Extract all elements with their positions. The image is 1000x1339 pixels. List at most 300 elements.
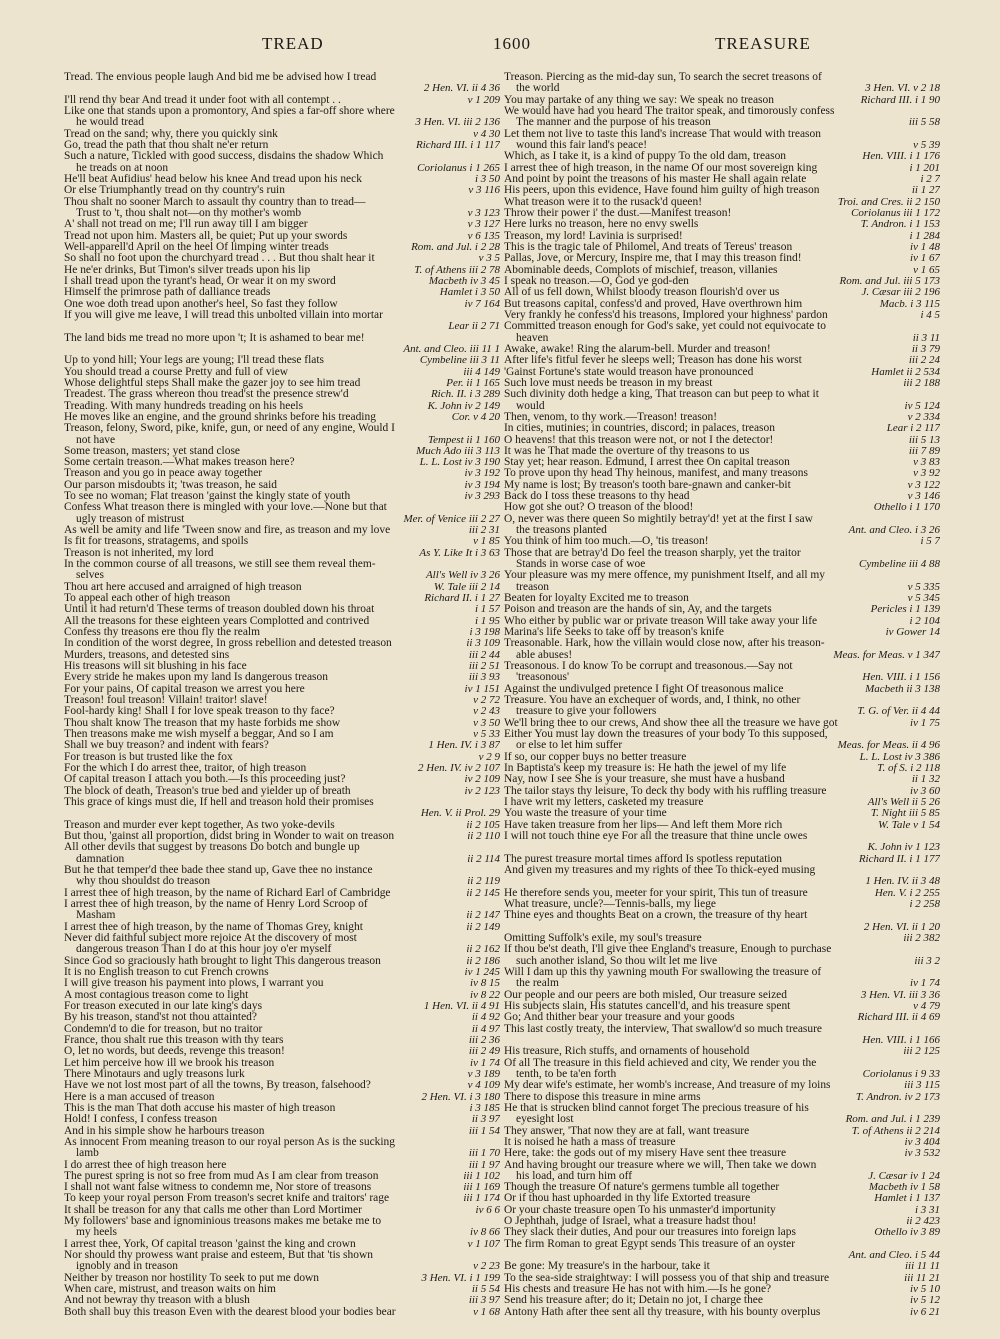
quotation-text: Awake, awake! Ring the alarum-bell. Murder and treason! bbox=[504, 343, 771, 355]
quotation-text: O, let no words, but deeds, revenge this treason! bbox=[64, 1046, 285, 1058]
entry-line bbox=[64, 570, 500, 581]
entry-line bbox=[64, 774, 500, 785]
entry-line bbox=[64, 1205, 500, 1216]
quotation-text: What treasure, uncle?—Tennis-balls, my liege bbox=[504, 898, 716, 910]
entry-line bbox=[64, 967, 500, 978]
entry-line bbox=[64, 808, 500, 819]
entry-line bbox=[64, 219, 500, 230]
entry-line bbox=[504, 389, 940, 400]
quotation-text: I will give treason his payment into plows, I warrant you bbox=[64, 978, 324, 990]
citation-reference: v 3 83 bbox=[913, 457, 940, 469]
entry-line bbox=[504, 468, 940, 479]
entry-line bbox=[504, 276, 940, 287]
quotation-text: why thou shouldst do treason bbox=[76, 876, 211, 888]
quotation-text: It shall be treason for any that calls me other than Lord Mortimer bbox=[64, 1204, 362, 1216]
citation-reference: Hen. V. ii Prol. 29 bbox=[420, 808, 500, 820]
entry-line bbox=[64, 797, 500, 808]
entry-line bbox=[64, 661, 500, 672]
quotation-text: Have we not lost most part of all the towns, By treason, falsehood? bbox=[64, 1080, 371, 1092]
entry-line bbox=[504, 1160, 940, 1171]
entry-line bbox=[64, 616, 500, 627]
citation-reference: Troi. and Cres. ii 2 150 bbox=[837, 196, 940, 208]
quotation-text: Treason! foul treason! Villain! traitor! slave! bbox=[64, 695, 268, 707]
quotation-text: Treason, my lord! Lavinia is surprised! bbox=[504, 230, 683, 242]
entry-line bbox=[504, 706, 940, 717]
entry-line bbox=[504, 650, 940, 661]
citation-reference: v 2 334 bbox=[907, 411, 940, 423]
quotation-text: If thou be'st death, I'll give thee England's treasure, Enough to purchase bbox=[504, 944, 832, 956]
quotation-text: And given my treasures and my rights of thee To thick-eyed musing bbox=[504, 864, 816, 876]
entry-line bbox=[64, 355, 500, 366]
citation-reference: W. Tale v 1 54 bbox=[878, 819, 940, 831]
quotation-text: Treason, felony, Sword, pike, knife, gun, or need of any engine, Would I bbox=[64, 423, 395, 435]
citation-reference: i 2 258 bbox=[909, 898, 940, 910]
quotation-text: O, never was there queen So mightily betray'd! yet at the first I saw bbox=[504, 513, 813, 525]
entry-line bbox=[504, 593, 940, 604]
entry-line bbox=[504, 876, 940, 887]
quotation-text: Tread on the sand; why, there you quickly sink bbox=[64, 128, 278, 140]
entry-line bbox=[504, 1261, 940, 1272]
entry-line bbox=[504, 310, 940, 321]
quotation-text: the realm bbox=[516, 978, 559, 990]
entry-line bbox=[64, 1284, 500, 1295]
citation-reference: v 1 85 bbox=[473, 536, 500, 548]
quotation-text: Which, as I take it, is a kind of puppy To the old dam, treason bbox=[504, 151, 787, 163]
entry-line bbox=[64, 389, 500, 400]
quotation-text: ugly treason of mistrust bbox=[76, 513, 185, 525]
quotation-text: It is noised he hath a mass of treasure bbox=[504, 1136, 676, 1148]
citation-reference: Hen. V. i 2 255 bbox=[874, 887, 940, 899]
citation-reference: ii 2 114 bbox=[467, 853, 500, 865]
quotation-text: His treasure, Rich stuffs, and ornaments of household bbox=[504, 1046, 750, 1058]
citation-reference: Tempest ii 1 160 bbox=[427, 434, 500, 446]
quotation-text: As innocent From meaning treason to our royal person As is the sucking bbox=[64, 1136, 395, 1148]
citation-reference: iv 3 293 bbox=[464, 491, 500, 503]
entry-line bbox=[64, 842, 500, 853]
quotation-text: Though the treasure Of nature's germens tumble all together bbox=[504, 1182, 780, 1194]
entry-line bbox=[504, 933, 940, 944]
quotation-text: Thou art here accused and arraigned of high treason bbox=[64, 581, 302, 593]
citation-reference: Ant. and Cleo. i 3 26 bbox=[848, 525, 940, 537]
entry-line bbox=[64, 1261, 500, 1272]
entry-line bbox=[504, 83, 940, 94]
citation-reference: ii 4 97 bbox=[471, 1023, 500, 1035]
citation-reference: iv 1 67 bbox=[910, 253, 940, 265]
entry-line bbox=[504, 1307, 940, 1318]
citation-reference: Lear i 2 117 bbox=[886, 423, 940, 435]
quotation-text: Such divinity doth hedge a king, That treason can but peep to what it bbox=[504, 389, 819, 401]
citation-reference: iv 5 10 bbox=[910, 1284, 940, 1296]
entry-line bbox=[64, 276, 500, 287]
quotation-text: Until it had return'd These terms of treason doubled down his throat bbox=[64, 604, 375, 616]
citation-reference: v 4 30 bbox=[473, 128, 500, 140]
quotation-text: A' shall not tread on me; I'll run away till I am bigger bbox=[64, 219, 308, 231]
citation-reference: v 1 65 bbox=[913, 264, 940, 276]
quotation-text: he treads on at noon bbox=[76, 162, 169, 174]
quotation-text: Or if thou hast uphoarded in thy life Extorted treasure bbox=[504, 1193, 751, 1205]
quotation-text: eyesight lost bbox=[516, 1114, 574, 1126]
quotation-text: or else to let him suffer bbox=[516, 740, 623, 752]
quotation-text: dangerous treason Than I do at this hour joy o'er myself bbox=[76, 944, 332, 956]
citation-reference: iv Gower 14 bbox=[885, 627, 940, 639]
entry-line bbox=[504, 638, 940, 649]
citation-reference: iii 5 58 bbox=[908, 117, 940, 129]
entry-line bbox=[64, 140, 500, 151]
citation-reference: iii 11 11 bbox=[904, 1261, 940, 1273]
citation-reference: Lear ii 2 71 bbox=[448, 321, 500, 333]
citation-reference: iv 5 124 bbox=[904, 400, 940, 412]
entry-line bbox=[504, 910, 940, 921]
entry-line bbox=[64, 163, 500, 174]
entry-line bbox=[504, 321, 940, 332]
quotation-text: Our parson misdoubts it; 'twas treason, he said bbox=[64, 479, 277, 491]
quotation-text: Poison and treason are the hands of sin, Ay, and the targets bbox=[504, 604, 772, 616]
citation-reference: iv 3 194 bbox=[464, 479, 500, 491]
citation-reference: J. Cæsar iii 2 196 bbox=[861, 287, 940, 299]
quotation-text: treasure to give your followers bbox=[516, 706, 657, 718]
entry-line bbox=[64, 706, 500, 717]
citation-reference: v 3 123 bbox=[467, 207, 500, 219]
quotation-text: After life's fitful fever he sleeps well; Treason has done his worst bbox=[504, 355, 802, 367]
citation-reference: iii 2 188 bbox=[903, 377, 940, 389]
entry-line bbox=[504, 559, 940, 570]
entry-line bbox=[504, 355, 940, 366]
entry-line bbox=[64, 650, 500, 661]
quotation-text: Very frankly he confess'd his treasons, Implored your highness' pardon bbox=[504, 309, 828, 321]
entry-line bbox=[64, 344, 500, 355]
entry-line bbox=[64, 265, 500, 276]
citation-reference: All's Well iv 3 26 bbox=[425, 570, 500, 582]
citation-reference: 2 Hen. VI. ii 4 36 bbox=[423, 83, 500, 95]
citation-reference: iv 3 404 bbox=[904, 1136, 940, 1148]
entry-line bbox=[64, 367, 500, 378]
quotation-text: A most contagious treason come to light bbox=[64, 989, 249, 1001]
quotation-text: In Baptista's keep my treasure is: He hath the jewel of my life bbox=[504, 763, 787, 775]
entry-line bbox=[504, 253, 940, 264]
quotation-text: Treason is not inherited, my lord bbox=[64, 547, 214, 559]
citation-reference: v 3 127 bbox=[467, 219, 500, 231]
entry-line bbox=[64, 491, 500, 502]
quotation-text: Treasure. You have an exchequer of words, and, I think, no other bbox=[504, 695, 801, 707]
quotation-text: His treasons will sit blushing in his face bbox=[64, 661, 247, 673]
entry-line bbox=[504, 129, 940, 140]
entry-line bbox=[504, 718, 940, 729]
entry-line bbox=[504, 72, 940, 83]
quotation-text: Masham bbox=[76, 910, 116, 922]
citation-reference: 3 Hen. VI. iii 3 36 bbox=[860, 989, 940, 1001]
quotation-text: Confess What treason there is mingled with your love.—None but that bbox=[64, 502, 387, 514]
quotation-text: ignobly and in treason bbox=[76, 1261, 178, 1273]
entry-line bbox=[64, 423, 500, 434]
quotation-text: Every stride he makes upon my land Is dangerous treason bbox=[64, 672, 328, 684]
quotation-text: Some certain treason.—What makes treason here? bbox=[64, 457, 295, 469]
entry-line bbox=[504, 514, 940, 525]
citation-reference: v 2 23 bbox=[473, 1261, 500, 1273]
entry-line bbox=[64, 1227, 500, 1238]
entry-line bbox=[504, 899, 940, 910]
quotation-text: Either You must lay down the treasures of your body To this supposed, bbox=[504, 729, 828, 741]
quotation-text: The purest treasure mortal times afford Is spotless reputation bbox=[504, 853, 783, 865]
citation-reference: iii 2 125 bbox=[903, 1046, 940, 1058]
entry-line bbox=[504, 174, 940, 185]
quotation-text: For your pains, Of capital treason we arrest you here bbox=[64, 683, 305, 695]
citation-reference: v 1 107 bbox=[467, 1238, 500, 1250]
quotation-text: the treasons planted bbox=[516, 525, 607, 537]
quotation-text: Beaten for loyalty Excited me to treason bbox=[504, 593, 689, 605]
entry-line bbox=[504, 412, 940, 423]
entry-line bbox=[64, 1046, 500, 1057]
citation-reference: Pericles i 1 139 bbox=[870, 604, 940, 616]
citation-reference: i 1 201 bbox=[909, 162, 940, 174]
entry-line bbox=[504, 627, 940, 638]
entry-line bbox=[504, 582, 940, 593]
citation-reference: Coriolanus iii 1 172 bbox=[851, 207, 940, 219]
entry-line bbox=[64, 1001, 500, 1012]
running-head-left: TREAD bbox=[262, 34, 324, 53]
entry-line bbox=[504, 333, 940, 344]
entry-line bbox=[64, 740, 500, 751]
citation-reference: v 3 116 bbox=[468, 185, 500, 197]
quotation-text: Up to yond hill; Your legs are young; I'll tread these flats bbox=[64, 355, 325, 367]
entry-line bbox=[64, 1035, 500, 1046]
quotation-text: His chests and treasure He has not with him.—Is he gone? bbox=[504, 1284, 772, 1296]
entry-line bbox=[64, 922, 500, 933]
entry-line bbox=[504, 978, 940, 989]
quotation-text: Treason. Piercing as the mid-day sun, To search the secret treasons of bbox=[504, 72, 822, 83]
citation-reference: T. Night iii 5 85 bbox=[870, 808, 940, 820]
citation-reference: iii 3 2 bbox=[914, 955, 940, 967]
entry-line bbox=[64, 514, 500, 525]
quotation-text: not have bbox=[76, 434, 116, 446]
quotation-text: Or else Triumphantly tread on thy country's ruin bbox=[64, 185, 285, 197]
entry-line bbox=[504, 967, 940, 978]
entry-line bbox=[504, 616, 940, 627]
citation-reference: iv 5 12 bbox=[910, 1295, 940, 1307]
entry-line bbox=[504, 163, 940, 174]
entry-line bbox=[64, 1012, 500, 1023]
citation-reference: Cymbeline iii 3 11 bbox=[419, 355, 500, 367]
quotation-text: Back do I toss these treasons to thy head bbox=[504, 491, 690, 503]
citation-reference: v 3 5 bbox=[478, 253, 500, 265]
quotation-text: My followers' base and ignominious treasons makes me betake me to bbox=[64, 1216, 382, 1228]
quotation-text: The block of death, Treason's true bed and yielder up of breath bbox=[64, 785, 351, 797]
citation-reference: i 2 7 bbox=[920, 173, 940, 185]
citation-reference: iii 3 115 bbox=[904, 1080, 940, 1092]
citation-reference: Macbeth iv 3 45 bbox=[428, 275, 500, 287]
quotation-text: Tread. The envious people laugh And bid me be advised how I tread bbox=[64, 72, 377, 83]
citation-reference: Coriolanus i 1 265 bbox=[417, 162, 500, 174]
entry-line bbox=[504, 1148, 940, 1159]
quotation-text: Shall we buy treason? and indent with fears? bbox=[64, 740, 269, 752]
citation-reference: v 5 345 bbox=[907, 593, 940, 605]
citation-reference: Ant. and Cleo. i 5 44 bbox=[848, 1250, 940, 1262]
citation-reference: i 1 57 bbox=[474, 604, 500, 616]
quotation-text: Your pleasure was my mere offence, my punishment Itself, and all my bbox=[504, 570, 826, 582]
citation-reference: v 2 43 bbox=[473, 706, 500, 718]
quotation-text: And not bewray thy treason with a blush bbox=[64, 1295, 250, 1307]
citation-reference: iv 1 74 bbox=[910, 978, 940, 990]
entry-line bbox=[64, 83, 500, 94]
quotation-text: The purest spring is not so free from mud As I am clear from treason bbox=[64, 1170, 379, 1182]
entry-line bbox=[504, 888, 940, 899]
citation-reference: ii 1 32 bbox=[911, 774, 940, 786]
quotation-text: I arrest thee of high treason, by the name of Henry Lord Scroop of bbox=[64, 898, 368, 910]
entry-line bbox=[64, 72, 500, 83]
quotation-text: They answer, 'That now they are at fall, want treasure bbox=[504, 1125, 750, 1137]
entry-line bbox=[64, 593, 500, 604]
citation-reference: L. L. Lost iv 3 190 bbox=[419, 457, 500, 469]
citation-reference: iii 1 54 bbox=[468, 1125, 500, 1137]
entry-line bbox=[504, 480, 940, 491]
entry-line bbox=[504, 208, 940, 219]
quotation-text: The manner and the purpose of his treason bbox=[516, 117, 711, 129]
entry-line bbox=[64, 231, 500, 242]
quotation-text: Condemn'd to die for treason, but no traitor bbox=[64, 1023, 263, 1035]
quotation-text: I shall tread upon the tyrant's head, Or wear it on my sword bbox=[64, 275, 336, 287]
quotation-text: Treason and you go in peace away together bbox=[64, 468, 263, 480]
entry-line bbox=[504, 219, 940, 230]
quotation-text: They slack their duties, And pour our treasures into foreign laps bbox=[504, 1227, 796, 1239]
quotation-text: such another island, So thou wilt let me live bbox=[516, 955, 718, 967]
entry-line bbox=[64, 944, 500, 955]
citation-reference: i 3 50 bbox=[474, 173, 500, 185]
quotation-text: his load, and turn him off bbox=[516, 1170, 633, 1182]
entry-line bbox=[64, 378, 500, 389]
entry-line bbox=[64, 242, 500, 253]
entry-line bbox=[64, 910, 500, 921]
citation-reference: 1 Hen. IV. i 3 87 bbox=[428, 740, 500, 752]
citation-reference: i 5 7 bbox=[920, 536, 940, 548]
citation-reference: iii 7 89 bbox=[908, 445, 940, 457]
quotation-text: Neither by treason nor hostility To seek to put me down bbox=[64, 1272, 320, 1284]
quotation-text: My name is lost; By treason's tooth bare-gnawn and canker-bit bbox=[504, 479, 791, 491]
quotation-text: Let him perceive how ill we brook his treason bbox=[64, 1057, 275, 1069]
quotation-text: To prove upon thy head Thy heinous, manifest, and many treasons bbox=[504, 468, 808, 480]
entry-line bbox=[64, 208, 500, 219]
citation-reference: Cymbeline iii 4 88 bbox=[859, 559, 940, 571]
quotation-text: Of all The treasure in this field achieved and city, We render you the bbox=[504, 1057, 817, 1069]
left-column-entries bbox=[64, 72, 500, 1318]
citation-reference: iv 6 6 bbox=[475, 1204, 500, 1216]
entry-line bbox=[64, 1092, 500, 1103]
quotation-text: It is no English treason to cut French crowns bbox=[64, 966, 269, 978]
entry-line bbox=[504, 661, 940, 672]
entry-line bbox=[64, 1250, 500, 1261]
entry-line bbox=[64, 457, 500, 468]
quotation-text: Let them not live to taste this land's increase That would with treason bbox=[504, 128, 821, 140]
quotation-text: The firm Roman to great Egypt sends This treasure of an oyster bbox=[504, 1238, 796, 1250]
quotation-text: tenth, to be ta'en forth bbox=[516, 1068, 617, 1080]
entry-line bbox=[504, 491, 940, 502]
entry-line bbox=[64, 106, 500, 117]
citation-reference: ii 1 27 bbox=[911, 185, 940, 197]
citation-reference: ii 2 147 bbox=[466, 910, 500, 922]
citation-reference: iv 8 66 bbox=[470, 1227, 500, 1239]
entry-line bbox=[64, 888, 500, 899]
quotation-text: Committed treason enough for God's sake, yet could not equivocate to bbox=[504, 321, 826, 333]
entry-line bbox=[64, 1239, 500, 1250]
citation-reference: Mer. of Venice iii 2 27 bbox=[403, 513, 500, 525]
citation-reference: Much Ado iii 3 113 bbox=[416, 445, 500, 457]
citation-reference: Richard III. i 1 117 bbox=[415, 139, 500, 151]
entry-line bbox=[64, 1295, 500, 1306]
entry-line bbox=[504, 672, 940, 683]
citation-reference: 2 Hen. VI. ii 1 20 bbox=[863, 921, 940, 933]
entry-line bbox=[504, 151, 940, 162]
entry-line bbox=[504, 604, 940, 615]
entry-line bbox=[504, 740, 940, 751]
citation-reference: T. of Athens ii 2 214 bbox=[851, 1125, 940, 1137]
entry-line bbox=[504, 502, 940, 513]
entry-line bbox=[504, 299, 940, 310]
entry-line bbox=[504, 763, 940, 774]
quotation-text: His peers, upon this evidence, Have found him guilty of high treason bbox=[504, 185, 820, 197]
citation-reference: iii 3 97 bbox=[468, 1295, 500, 1307]
citation-reference: K. John iv 2 149 bbox=[427, 400, 500, 412]
entry-line bbox=[64, 1024, 500, 1035]
quotation-text: Or your chaste treasure open To his unmaster'd importunity bbox=[504, 1204, 776, 1216]
entry-line bbox=[64, 287, 500, 298]
citation-reference: i 4 5 bbox=[920, 309, 940, 321]
entry-line bbox=[504, 1137, 940, 1148]
citation-reference: T. of S. i 2 118 bbox=[877, 763, 940, 775]
quotation-text: Then treasons make me wish myself a beggar, And so I am bbox=[64, 729, 334, 741]
citation-reference: K. John iv 1 123 bbox=[867, 842, 940, 854]
entry-line bbox=[504, 1250, 940, 1261]
citation-reference: v 3 122 bbox=[907, 479, 940, 491]
citation-reference: iii 1 97 bbox=[468, 1159, 500, 1171]
entry-line bbox=[504, 117, 940, 128]
quotation-text: Those that are betray'd Do feel the treason sharply, yet the traitor bbox=[504, 547, 801, 559]
entry-line bbox=[504, 944, 940, 955]
entry-line bbox=[64, 752, 500, 763]
quotation-text: wound this fair land's peace! bbox=[516, 139, 648, 151]
citation-reference: ii 2 119 bbox=[467, 876, 500, 888]
citation-reference: iv 2 109 bbox=[464, 774, 500, 786]
entry-line bbox=[64, 865, 500, 876]
quotation-text: In the common course of all treasons, we still see them reveal them- bbox=[64, 559, 376, 571]
entry-line bbox=[504, 423, 940, 434]
citation-reference: v 5 33 bbox=[473, 729, 500, 741]
citation-reference: Hamlet ii 2 534 bbox=[871, 366, 940, 378]
citation-reference: Macbeth iv 1 58 bbox=[868, 1182, 940, 1194]
quotation-text: He that is strucken blind cannot forget The precious treasure of his bbox=[504, 1102, 809, 1114]
entry-line bbox=[64, 1114, 500, 1125]
citation-reference: iii 5 13 bbox=[908, 434, 940, 446]
quotation-text: In condition of the worst degree, In gross rebellion and detested treason bbox=[64, 638, 392, 650]
quotation-text: Whose delightful steps Shall make the gazer joy to see him tread bbox=[64, 377, 361, 389]
citation-reference: v 2 72 bbox=[473, 695, 500, 707]
citation-reference: i 1 95 bbox=[474, 615, 500, 627]
entry-line bbox=[504, 265, 940, 276]
quotation-text: Have taken treasure from her lips— And left them More rich bbox=[504, 819, 783, 831]
citation-reference: Richard II. i 1 27 bbox=[424, 593, 500, 605]
citation-reference: 2 Hen. VI. i 3 180 bbox=[421, 1091, 500, 1103]
quotation-text: Here is a man accused of treason bbox=[64, 1091, 215, 1103]
quotation-text: We'll bring thee to our crews, And show thee all the treasure we have got bbox=[504, 717, 838, 729]
citation-reference: iv 3 60 bbox=[910, 785, 940, 797]
entry-line bbox=[64, 786, 500, 797]
citation-reference: iii 1 169 bbox=[463, 1182, 500, 1194]
entry-line bbox=[64, 1137, 500, 1148]
citation-reference: i 1 284 bbox=[909, 230, 940, 242]
entry-line bbox=[64, 129, 500, 140]
right-column-entries bbox=[504, 72, 940, 1318]
quotation-text: His subjects slain, His statutes cancell'd, and his treasure spent bbox=[504, 1000, 791, 1012]
citation-reference: ii 2 105 bbox=[466, 819, 500, 831]
quotation-text: Both shall buy this treason Even with the dearest blood your bodies bear bbox=[64, 1306, 396, 1318]
quotation-text: able abuses! bbox=[516, 649, 573, 661]
